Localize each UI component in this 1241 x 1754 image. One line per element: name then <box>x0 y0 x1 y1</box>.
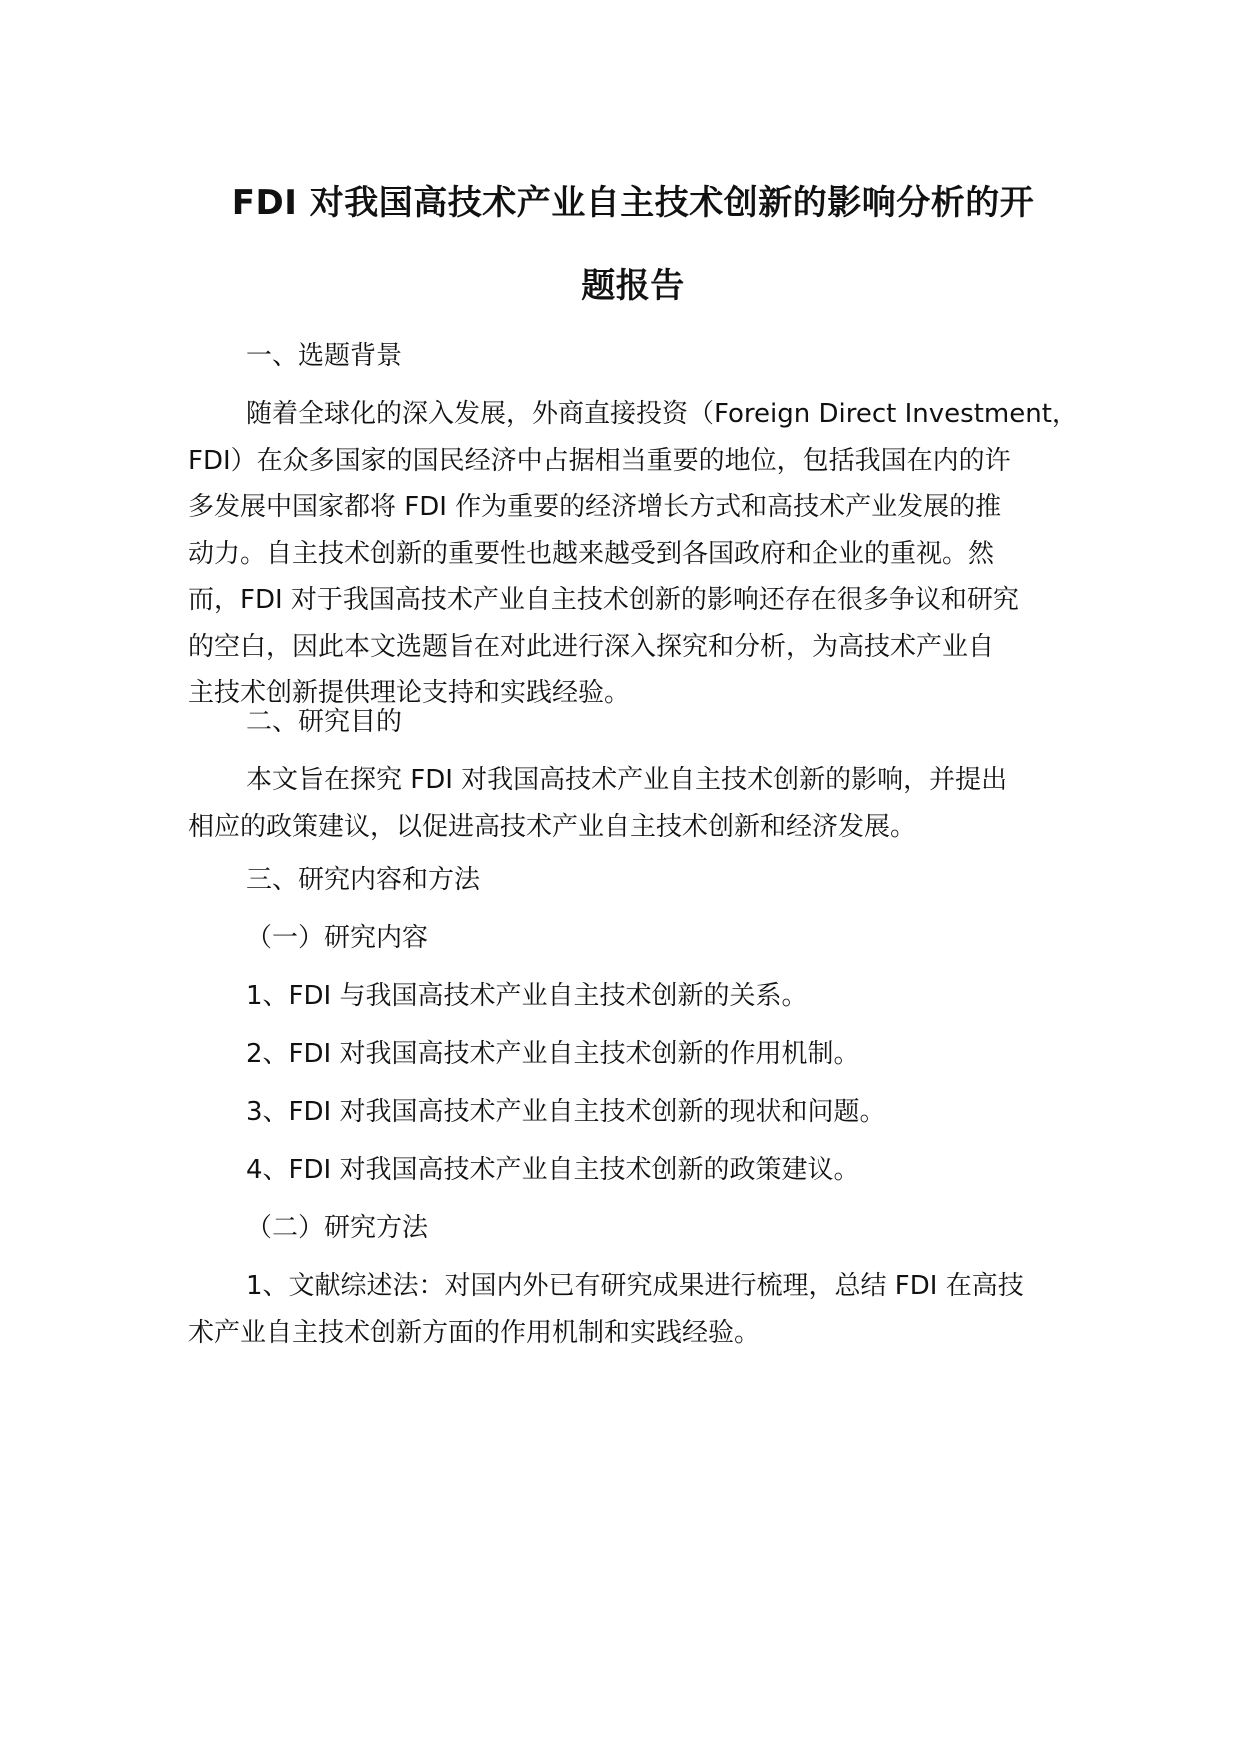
paragraph-line: 随着全球化的深入发展，外商直接投资（Foreign Direct Investment， <box>246 399 1078 429</box>
section-2-paragraph <box>188 757 1078 850</box>
paragraph-line: 而，FDI 对于我国高技术产业自主技术创新的影响还存在很多争议和研究 <box>188 585 1019 615</box>
paragraph-line: FDI）在众多国家的国民经济中占据相当重要的地位，包括我国在内的许 <box>188 445 1011 476</box>
document-title-line-1: FDI 对我国高技术产业自主技术创新的影响分析的开 <box>231 183 1035 223</box>
paragraph-line: 相应的政策建议，以促进高技术产业自主技术创新和经济发展。 <box>188 811 917 842</box>
paragraph-line: 的空白，因此本文选题旨在对此进行深入探究和分析，为高技术产业自 <box>188 631 995 662</box>
section-2-heading: 二、研究目的 <box>246 707 403 737</box>
research-content-item-4: 4、FDI 对我国高技术产业自主技术创新的政策建议。 <box>246 1155 860 1185</box>
paragraph-line: 动力。自主技术创新的重要性也越来越受到各国政府和企业的重视。然 <box>188 538 995 569</box>
paragraph-line: 多发展中国家都将 FDI 作为重要的经济增长方式和高技术产业发展的推 <box>188 492 1002 522</box>
section-1-paragraph <box>188 391 1078 717</box>
section-3-subheading-content: （一）研究内容 <box>246 923 429 953</box>
section-3-heading: 三、研究内容和方法 <box>246 865 481 895</box>
section-3-subheading-methods: （二）研究方法 <box>246 1213 429 1243</box>
paragraph-line: 主技术创新提供理论支持和实践经验。 <box>188 678 631 708</box>
paragraph-line: 本文旨在探究 FDI 对我国高技术产业自主技术创新的影响，并提出 <box>246 765 1008 795</box>
research-content-item-2: 2、FDI 对我国高技术产业自主技术创新的作用机制。 <box>246 1039 860 1069</box>
research-content-item-1: 1、FDI 与我国高技术产业自主技术创新的关系。 <box>246 981 808 1011</box>
paragraph-line: 术产业自主技术创新方面的作用机制和实践经验。 <box>188 1317 761 1348</box>
section-1-heading: 一、选题背景 <box>246 341 403 371</box>
research-content-item-3: 3、FDI 对我国高技术产业自主技术创新的现状和问题。 <box>246 1097 886 1127</box>
paragraph-line: 1、文献综述法：对国内外已有研究成果进行梳理，总结 FDI 在高技 <box>246 1271 1024 1301</box>
research-method-1 <box>188 1263 1078 1356</box>
document-title-line-2: 题报告 <box>581 266 685 306</box>
